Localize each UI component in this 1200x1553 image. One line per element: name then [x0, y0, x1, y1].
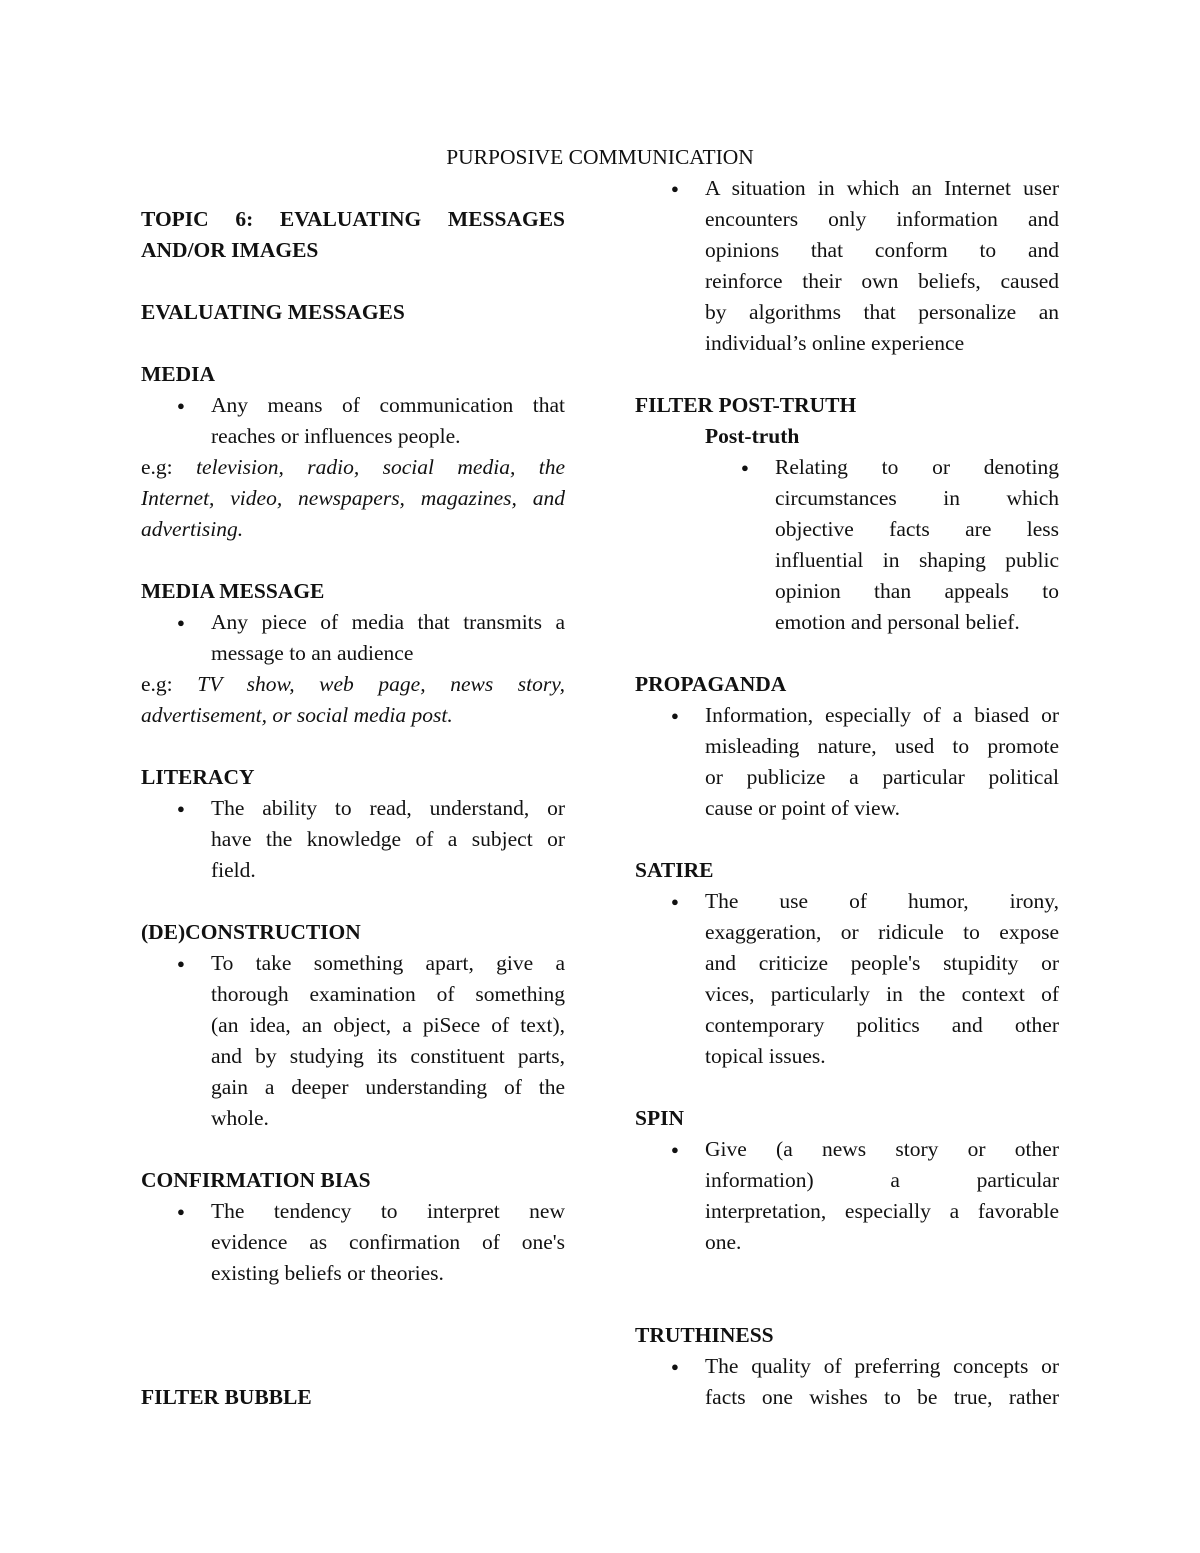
media-message-example-line-2: advertisement, or social media post.	[141, 703, 453, 727]
heading-satire: SATIRE	[635, 858, 714, 882]
topic-heading-line-2: AND/OR IMAGES	[141, 238, 319, 262]
heading-filter-post-truth: FILTER POST-TRUTH	[635, 393, 857, 417]
bullet-literacy: ● The ability to read, understand, or have the knowledge of a subject or field.	[141, 793, 565, 886]
bullet-confirmation-bias: ● The tendency to interpret new evidence as confirmation of one's existing beliefs or theories.	[141, 1196, 565, 1289]
bullet-dot-icon: ●	[177, 398, 185, 413]
bullet-truthiness: ● The quality of preferring concepts or facts one wishes to be true, rather	[635, 1351, 1059, 1413]
bullet-spin: ● Give (a news story or other information) a particular interpretation, especially a favorable one.	[635, 1134, 1059, 1258]
section-heading-evaluating: EVALUATING MESSAGES	[141, 300, 405, 324]
bullet-dot-icon: ●	[177, 956, 185, 971]
media-message-example-line-1: e.g: TV show, web page, news story,	[141, 672, 565, 696]
heading-media-message: MEDIA MESSAGE	[141, 579, 325, 603]
bullet-filter-bubble: ● A situation in which an Internet user encounters only information and opinions that conform to and reinforce their own beliefs, caused by algorithms that personalize an individual’s online experience	[635, 173, 1059, 359]
bullet-dot-icon: ●	[671, 894, 679, 909]
bullet-satire: ● The use of humor, irony, exaggeration, or ridicule to expose and criticize people's stupidity or vices, particularly in the context of contemporary politics and other topical issues.	[635, 886, 1059, 1072]
media-example-line-1: e.g: television, radio, social media, the	[141, 455, 565, 479]
heading-propaganda: PROPAGANDA	[635, 672, 787, 696]
media-example-line-2: Internet, video, newspapers, magazines, and	[141, 486, 565, 510]
media-example-line-3: advertising.	[141, 517, 244, 541]
bullet-dot-icon: ●	[741, 460, 749, 475]
bullet-dot-icon: ●	[177, 615, 185, 630]
heading-truthiness: TRUTHINESS	[635, 1323, 774, 1347]
right-column	[635, 173, 1059, 1413]
bullet-media-message: ● Any piece of media that transmits a message to an audience	[141, 607, 565, 669]
bullet-dot-icon: ●	[177, 1204, 185, 1219]
bullet-propaganda: ● Information, especially of a biased or misleading nature, used to promote or publicize a particular political cause or point of view.	[635, 700, 1059, 824]
left-column	[141, 204, 565, 1413]
page-title: PURPOSIVE COMMUNICATION	[446, 145, 754, 169]
bullet-dot-icon: ●	[177, 801, 185, 816]
heading-literacy: LITERACY	[141, 765, 255, 789]
topic-heading-line-1: TOPIC 6: EVALUATING MESSAGES	[141, 207, 565, 231]
bullet-dot-icon: ●	[671, 181, 679, 196]
bullet-deconstruction: ● To take something apart, give a thorough examination of something (an idea, an object, a piSece of text), and by studying its constituent parts, gain a deeper understanding of the whole.	[141, 948, 565, 1134]
heading-media: MEDIA	[141, 362, 216, 386]
bullet-dot-icon: ●	[671, 1359, 679, 1374]
bullet-post-truth: ● Relating to or denoting circumstances in which objective facts are less influential in shaping public opinion than appeals to emotion and personal belief.	[635, 452, 1059, 638]
bullet-dot-icon: ●	[671, 708, 679, 723]
heading-filter-bubble: FILTER BUBBLE	[141, 1385, 312, 1409]
heading-spin: SPIN	[635, 1106, 684, 1130]
heading-deconstruction: (DE)CONSTRUCTION	[141, 920, 361, 944]
bullet-media: ● Any means of communication that reaches or influences people.	[141, 390, 565, 452]
bullet-dot-icon: ●	[671, 1142, 679, 1157]
heading-confirmation-bias: CONFIRMATION BIAS	[141, 1168, 371, 1192]
subheading-post-truth: Post-truth	[705, 424, 800, 448]
